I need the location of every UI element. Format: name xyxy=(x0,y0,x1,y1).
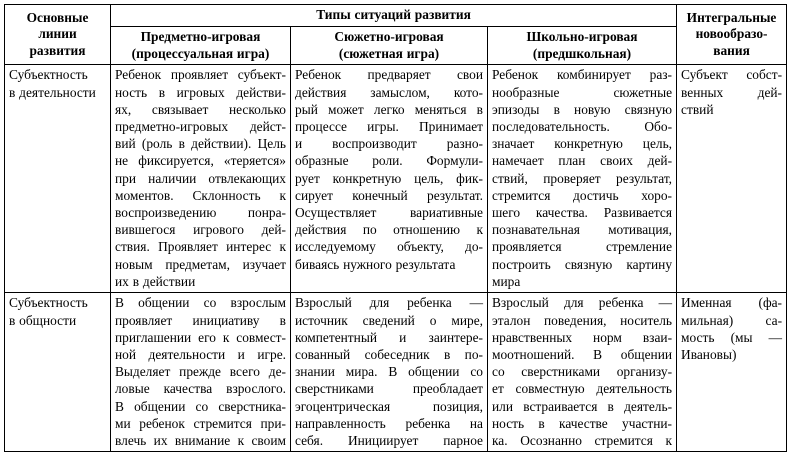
cell-activity-integral: Субъект собст- венных дей- ствий xyxy=(677,65,787,293)
header-object-game: Предметно-игровая (процессуальная игра) xyxy=(111,26,291,65)
cell-community-object-game: В общении со взрослым проявляет инициативу в приглашении его к совмест- ной деятельности и игре. Выделяет прежде всего де- ловые качества взрослого. В общении со сверстника- ми ребенок стремится при- влечь их внимание к своим xyxy=(111,293,291,452)
cell-activity-school-game: Ребенок комбинирует раз- нообразные сюжетные эпизоды в новую связную последовательность. Обо- значает конкретную цель, намечает план своих дей- ствий, проверяет результат, стремится достичь хоро- шего качества. Развивается познавательная мотивация, проявляется стремление построить связную картину мира xyxy=(488,65,677,293)
cell-activity-plot-game: Ребенок предваряет свои действия замыслом, кото- рый может легко меняться в процессе игры. Принимает и воспроизводит разно- образные роли. Формули- рует конкретную цель, фик- сирует конечный результат. Осуществляет вариативные действия по отношению к исследуемому объекту, до- биваясь нужного результата xyxy=(291,65,488,293)
cell-activity-object-game: Ребенок проявляет субъект- ность в игровых действи- ях, связывает несколько предметно-игровых дейст- вий (роль в действии). Цель не фиксируется, «теряется» при наличии отвлекающих моментов. Склонность к воспроизведению понра- вившегося игрового дей- ствия. Проявляет интерес к новым предметам, изучает их в действии xyxy=(111,65,291,293)
header-school-game: Школьно-игровая (предшкольная) xyxy=(488,26,677,65)
row-label-subjectness-in-activity: Субъектность в деятельности xyxy=(5,65,111,293)
table-row xyxy=(5,293,787,452)
cell-community-school-game: Взрослый для ребенка — эталон поведения, носитель нравственных норм взаи- моотношений. В общении со сверстниками организу- ет совместную деятельность или встраивается в деятель- ность в качестве участни- ка. Осознанно стремится к xyxy=(488,293,677,452)
header-main-development-lines: Основные линии развития xyxy=(5,5,111,65)
row-label-subjectness-in-community: Субъектность в общности xyxy=(5,293,111,452)
header-integral-neoformations: Интегральные новообразо- вания xyxy=(677,5,787,65)
table-row xyxy=(5,65,787,293)
cell-community-plot-game: Взрослый для ребенка — источник сведений о мире, компетентный и заинтере- сованный собеседник в по- знании мира. В общении со сверстниками преобладает эгоцентрическая позиция, направленность ребенка на себя. Инициирует парное xyxy=(291,293,488,452)
development-situations-table xyxy=(4,4,787,452)
document-page xyxy=(4,4,787,452)
header-types-of-situations: Типы ситуаций развития xyxy=(111,5,677,27)
header-plot-game: Сюжетно-игровая (сюжетная игра) xyxy=(291,26,488,65)
cell-community-integral: Именная (фа- мильная) са- мость (мы — Ивановы) xyxy=(677,293,787,452)
